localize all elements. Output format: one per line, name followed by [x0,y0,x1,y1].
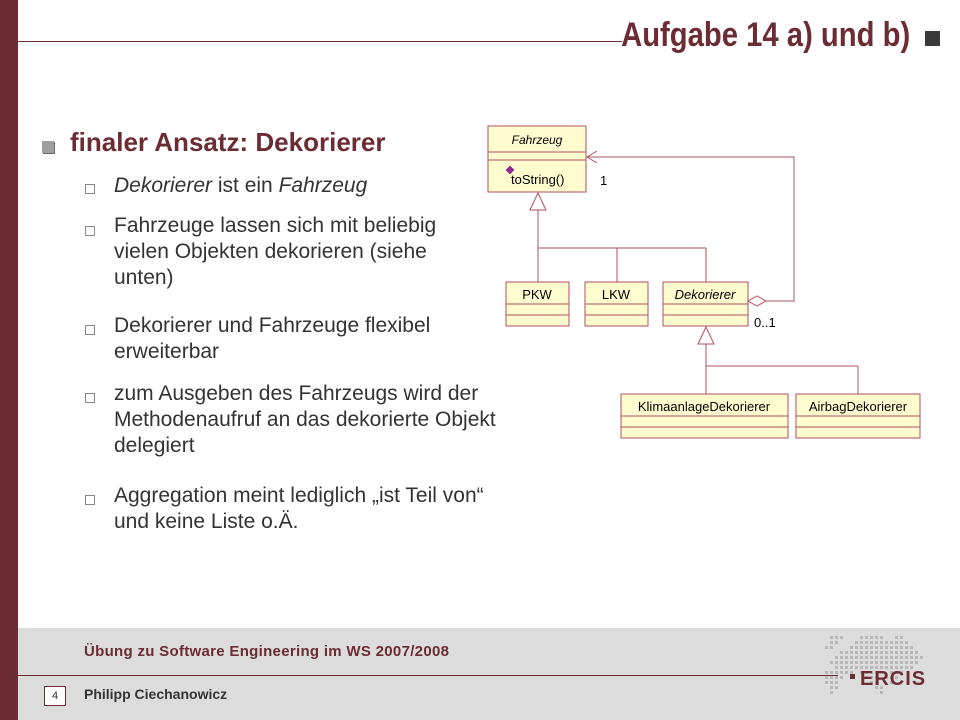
dekorierer-label: Dekorierer [674,287,736,302]
bullet-1-part-1: Dekorierer [114,174,213,197]
footer-rule [18,675,838,676]
footer-course-title: Übung zu Software Engineering im WS 2007/2008 [84,643,450,660]
bullet-1-part-2: ist ein [212,174,279,197]
bullet-text-2: Fahrzeuge lassen sich mit beliebig vielen Objekten dekorieren (siehe unten) [114,214,437,289]
airbag-label: AirbagDekorierer [808,399,908,414]
footer-band [18,628,960,720]
fahrzeug-label: Fahrzeug [511,133,563,147]
page-number: 4 [44,686,66,706]
lkw-label: LKW [601,287,631,302]
ercis-logo: ERCIS [860,668,927,690]
main-heading: finaler Ansatz: Dekorierer [70,127,386,157]
bullet-1-part-3: Fahrzeug [278,174,368,197]
logo-dot-icon [850,674,855,679]
generalization-arrow-icon [698,327,714,344]
slide-title: Aufgabe 14 a) und b) [620,16,910,54]
bullet-text-5: Aggregation meint lediglich „ist Teil von“ und keine Liste o.Ä. [114,484,484,533]
multiplicity-one: 1 [600,173,608,188]
aggregation-diamond-icon [748,296,766,306]
multiplicity-zero-to-one: 0..1 [754,315,776,330]
fahrzeug-method-label: toString() [511,172,565,187]
pkw-label: PKW [522,287,552,302]
bullet-text-3: Dekorierer und Fahrzeuge flexibel erweiterbar [114,314,431,363]
bullet-text-4: zum Ausgeben des Fahrzeugs wird der Methodenaufruf an das dekorierte Objekt delegiert [114,382,496,457]
author-name: Philipp Ciechanowicz [84,686,228,702]
generalization-arrow-icon [530,193,546,210]
klimaanlage-label: KlimaanlageDekorierer [637,399,771,414]
